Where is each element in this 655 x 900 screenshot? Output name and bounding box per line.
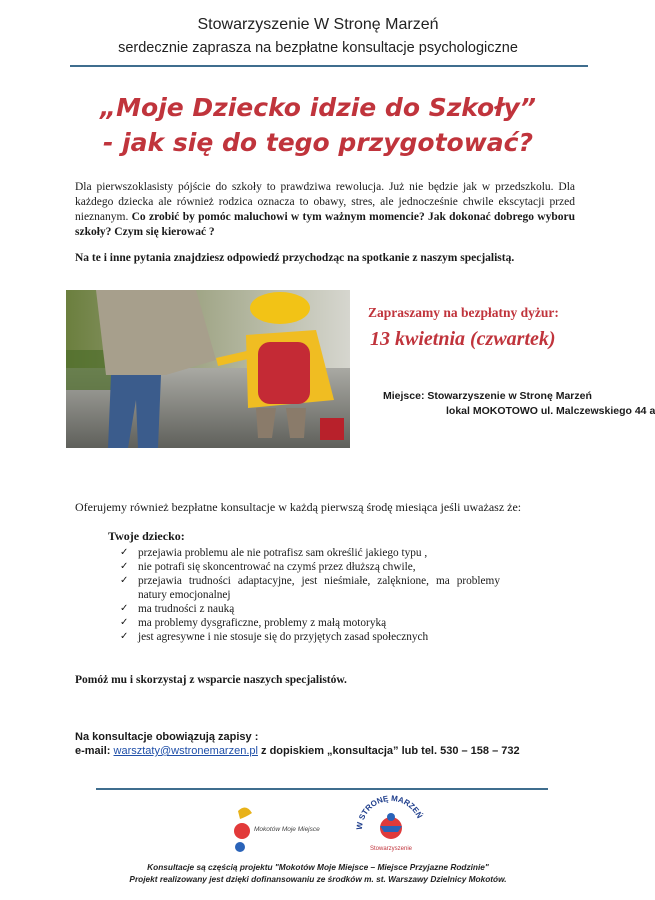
symptom-list: [120, 546, 500, 644]
list-item: [120, 616, 500, 630]
place-line-2: lokal MOKOTOWO ul. Malczewskiego 44 a: [446, 405, 655, 417]
invite-text: Zapraszamy na bezpłatny dyżur:: [368, 305, 559, 320]
checkmark-icon: ✓: [120, 561, 129, 572]
list-item: [120, 602, 500, 616]
list-item: [120, 546, 500, 560]
title-line-1: „Moje Dziecko idzie do Szkoły”: [100, 93, 536, 122]
checkmark-icon: ✓: [120, 547, 129, 558]
list-item-text: przejawia trudności adaptacyjne, jest nieśmiałe, zalęknione, ma problemy natury emocjonalnej: [138, 575, 500, 601]
contact-line: [75, 745, 520, 757]
list-item-text: przejawia problemu ale nie potrafisz sam określić jakiego typu ,: [138, 547, 428, 559]
child-and-parent-photo: [66, 290, 350, 448]
footer-divider: [96, 788, 548, 790]
logo-ring-text: W STRONĘ MARZEŃ: [354, 793, 425, 831]
list-item-text: nie potrafi się skoncentrować na czymś przez dłuższą chwile,: [138, 561, 416, 573]
email-label: e-mail:: [75, 745, 114, 757]
w-strone-marzen-logo: [352, 790, 430, 856]
child-heading: Twoje dziecko:: [108, 529, 185, 543]
answer-paragraph: Na te i inne pytania znajdziesz odpowiedź przychodząc na spotkanie z naszym specjalistą.: [75, 252, 515, 264]
email-link[interactable]: warsztaty@wstronemarzen.pl: [113, 745, 258, 757]
org-prefix: Stowarzyszenie: [197, 16, 314, 33]
organization-header: [0, 16, 636, 34]
offer-text: Oferujemy również bezpłatne konsultacje w każdą pierwszą środę miesiąca jeśli uważasz że:: [75, 500, 522, 514]
list-item-text: ma problemy dysgraficzne, problemy z małą motoryką: [138, 617, 387, 629]
help-text: Pomóż mu i skorzystaj z wsparcie naszych specjalistów.: [75, 674, 347, 686]
header-divider: [70, 65, 588, 67]
invite-subheader: serdecznie zaprasza na bezpłatne konsultacje psychologiczne: [118, 40, 518, 56]
list-item: [120, 560, 500, 574]
mokotow-logo: [228, 803, 320, 853]
mokotow-logo-text: Mokotów Moje Miejsce: [254, 826, 320, 833]
contact-suffix: z dopiskiem „konsultacja” lub tel. 530 – 158 – 732: [257, 745, 520, 757]
intro-text: Dla pierwszoklasisty pójście do szkoły to prawdziwa rewolucja. Już nie będzie jak w przedszkolu. Dla każdego dziecka ale również rodzica oznacza to obawy, stres, ale jednocześnie chwile ekscytacji przed nieznanym.: [75, 181, 575, 223]
footer-line-2: Projekt realizowany jest dzięki dofinansowaniu ze środków m. st. Warszawy Dzielnicy Mokotów.: [129, 874, 507, 884]
list-item-text: jest agresywne i nie stosuje się do przyjętych zasad społecznych: [138, 631, 429, 643]
checkmark-icon: ✓: [120, 603, 129, 614]
logo-sub-text: Stowarzyszenie: [369, 846, 413, 852]
list-item: [120, 630, 500, 644]
checkmark-icon: ✓: [120, 575, 129, 586]
checkmark-icon: ✓: [120, 617, 129, 628]
intro-questions: Co zrobić by pomóc maluchowi w tym ważnym momencie? Jak dokonać dobrego wyboru szkoły? Czym się kierować ?: [75, 211, 576, 238]
place-line-1: Miejsce: Stowarzyszenie w Stronę Marzeń: [383, 390, 592, 402]
footer-line-1: Konsultacje są częścią projektu "Mokotów Moje Miejsce – Miejsce Przyjazne Rodzinie": [147, 862, 489, 872]
title-line-2: - jak się do tego przygotować?: [103, 128, 533, 157]
list-item: [120, 574, 500, 602]
registration-note: Na konsultacje obowiązują zapisy :: [75, 731, 259, 743]
intro-paragraph: [75, 180, 575, 240]
event-date: 13 kwietnia (czwartek): [370, 328, 556, 350]
checkmark-icon: ✓: [120, 631, 129, 642]
list-item-text: ma trudności z nauką: [138, 603, 235, 615]
org-name: W Stronę Marzeń: [314, 16, 439, 33]
